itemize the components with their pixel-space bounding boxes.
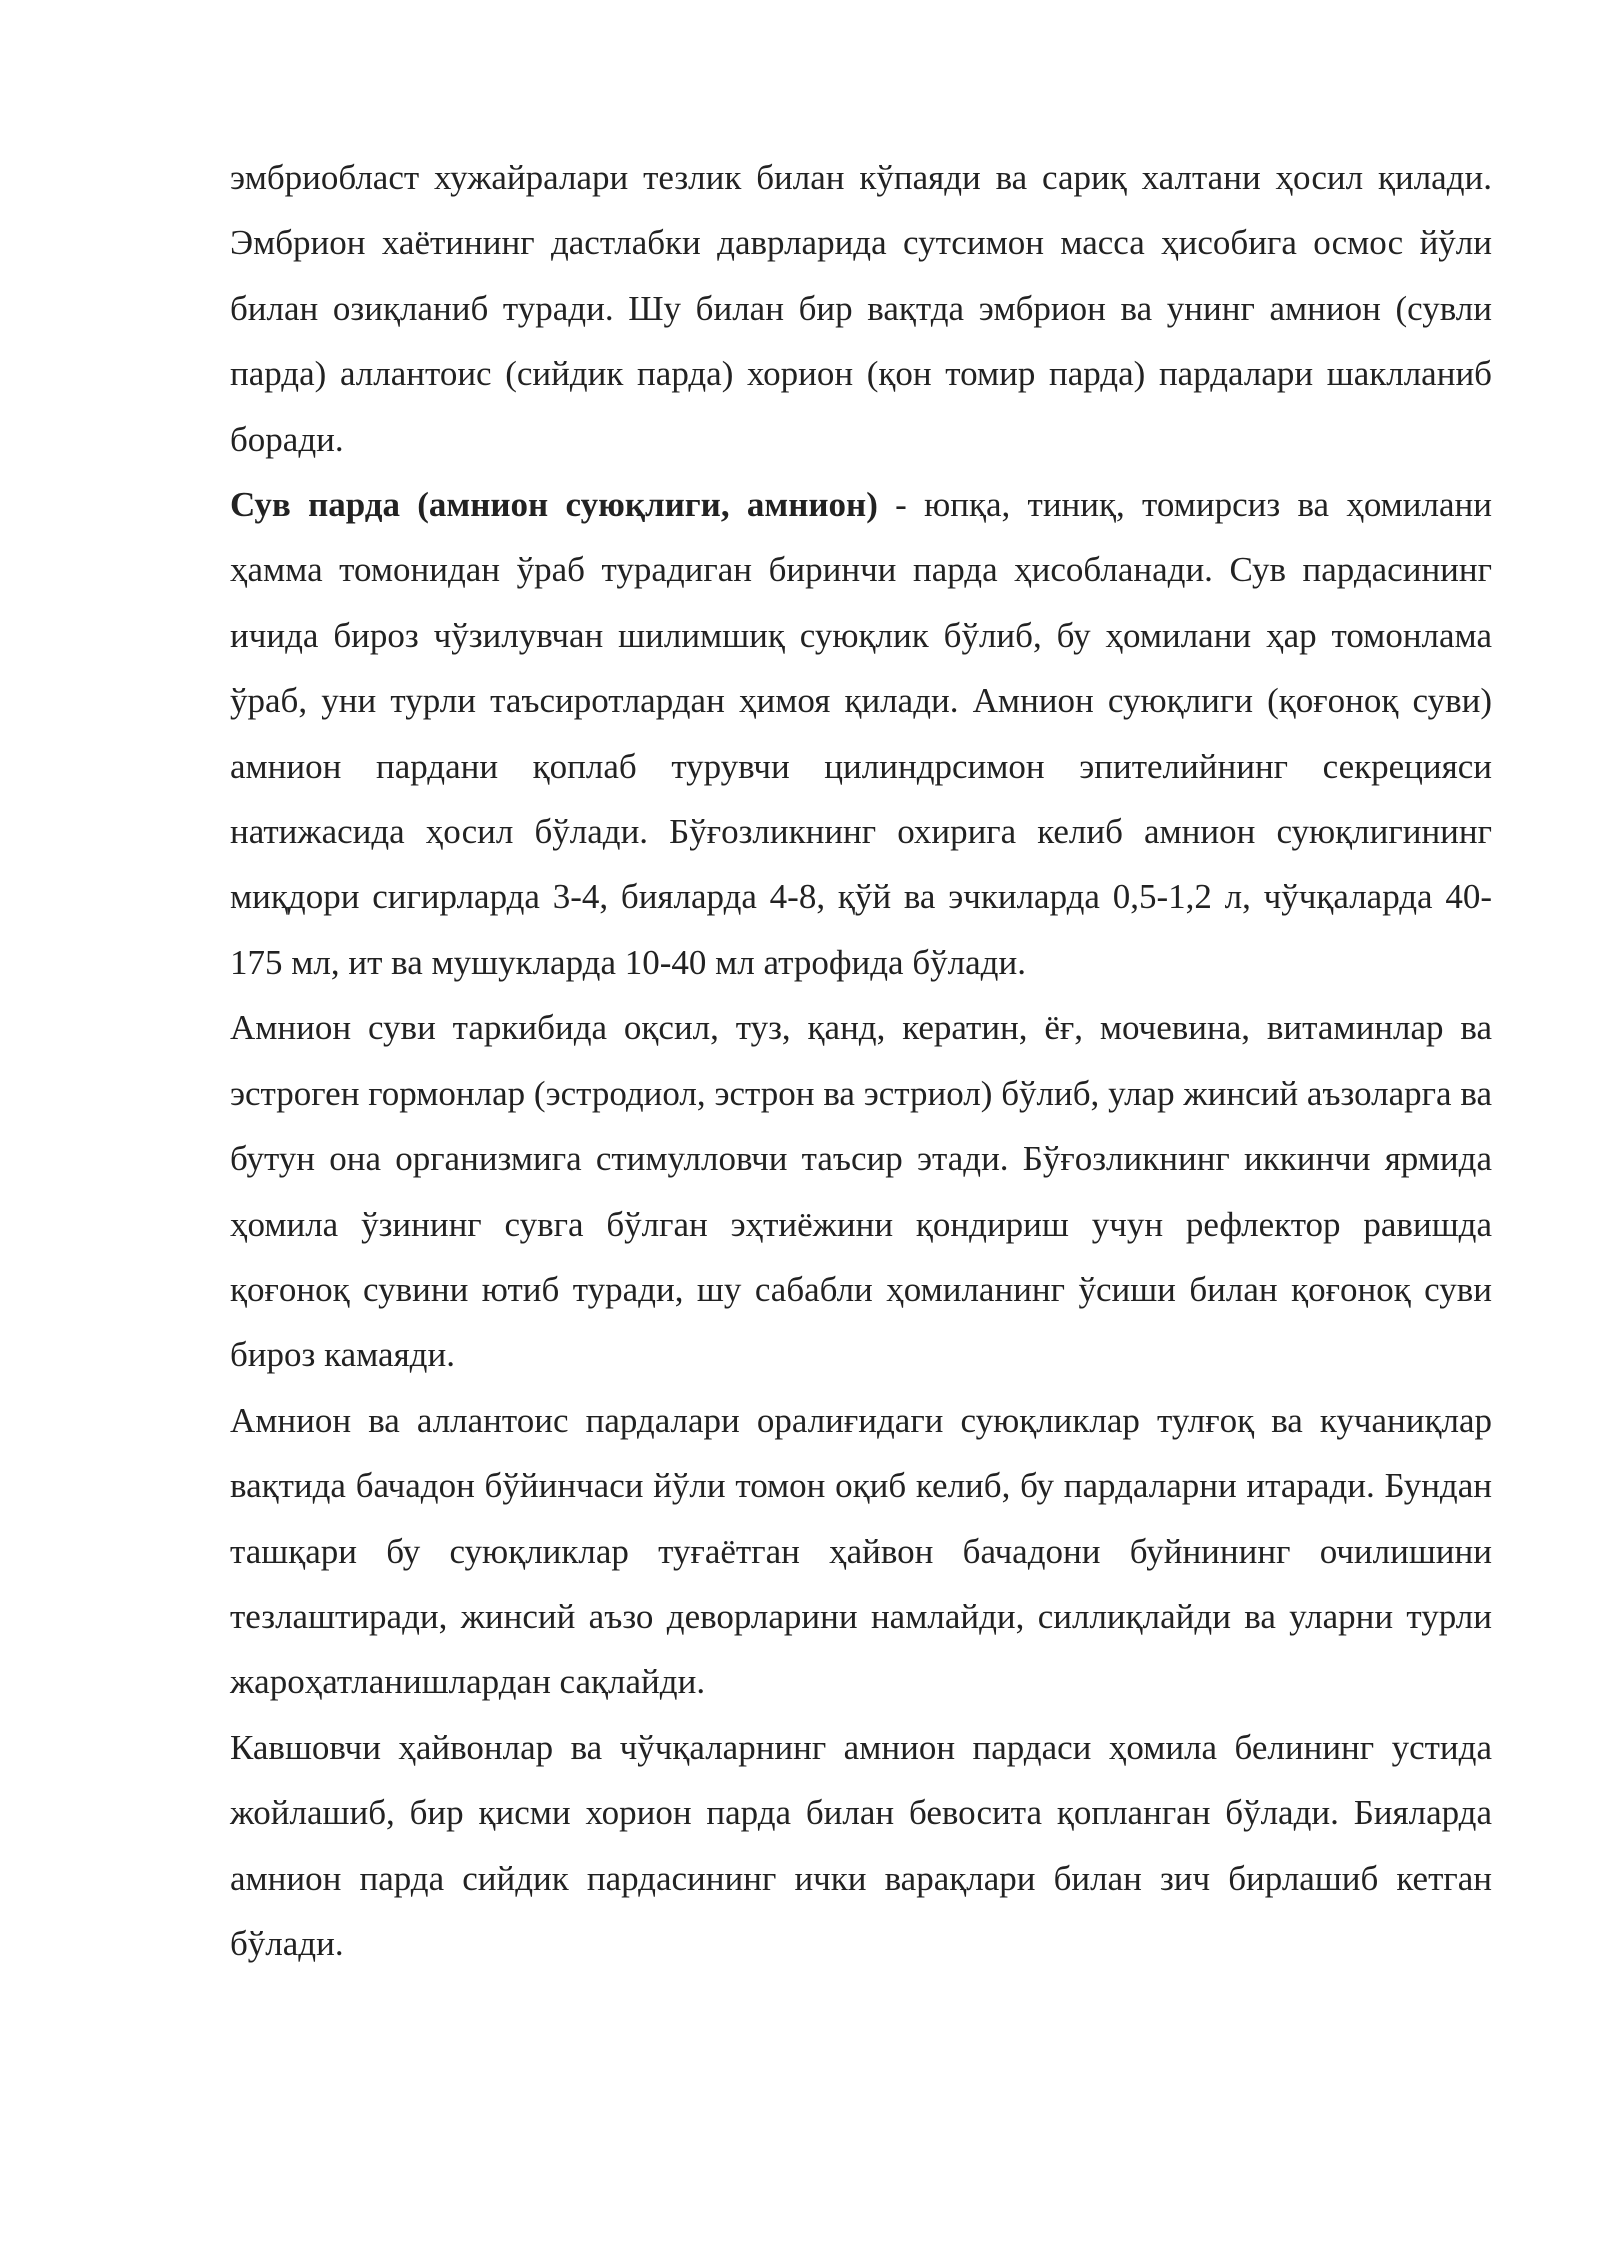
paragraph-amnion-definition [230, 472, 1492, 995]
paragraph-amnion-composition [230, 995, 1492, 1387]
paragraph-fluid-function [230, 1388, 1492, 1715]
paragraph-text: - юпқа, тиниқ, томирсиз ва ҳомилани ҳамма томонидан ўраб турадиган биринчи парда ҳисобланади. Сув пардасининг ичида бироз чўзилувчан шилимшиқ суюқлик бўлиб, бу ҳомилани ҳар томонлама ўраб, уни турли таъсиротлардан ҳимоя қилади. Амнион суюқлиги (қоғоноқ суви) амнион пардани қоплаб турувчи цилиндрсимон эпителийнинг секрецияси натижасида ҳосил бўлади. Бўғозликнинг охирига келиб амнион суюқлигининг миқдори сигирларда 3-4, бияларда 4-8, қўй ва эчкиларда 0,5-1,2 л, чўчқаларда 40-175 мл, ит ва мушукларда 10-40 мл атрофида бўлади. [230, 485, 1492, 982]
paragraph-text: Амнион ва аллантоис пардалари оралиғидаги суюқликлар тулғоқ ва кучаниқлар вақтида бачадон бўйинчаси йўли томон оқиб келиб, бу пардаларни итаради. Бундан ташқари бу суюқликлар туғаётган ҳайвон бачадони буйнининг очилишини тезлаштиради, жинсий аъзо деворларини намлайди, силлиқлайди ва уларни турли жароҳатланишлардан сақлайди. [230, 1400, 1492, 1702]
paragraph-text: Амнион суви таркибида оқсил, туз, қанд, кератин, ёғ, мочевина, витаминлар ва эстроген гормонлар (эстродиол, эстрон ва эстриол) бўлиб, улар жинсий аъзоларга ва бутун она организмига стимулловчи таъсир этади. Бўғозликнинг иккинчи ярмида ҳомила ўзининг сувга бўлган эҳтиёжини қондириш учун рефлектор равишда қоғоноқ сувини ютиб туради, шу сабабли ҳомиланинг ўсиши билан қоғоноқ суви бироз камаяди. [230, 1008, 1492, 1375]
paragraph-text: эмбриобласт хужайралари тезлик билан кўпаяди ва сариқ халтани ҳосил қилади. Эмбрион хаётининг дастлабки даврларида сутсимон масса ҳисобига осмос йўли билан озиқланиб туради. Шу билан бир вақтда эмбрион ва унинг амнион (сувли парда) аллантоис (сийдик парда) хорион (қон томир парда) пардалари шаклланиб боради. [230, 158, 1492, 459]
paragraph-embryo-development [230, 145, 1492, 472]
paragraph-species-differences [230, 1715, 1492, 1977]
document-body [230, 145, 1492, 1976]
paragraph-term: Сув парда (амнион суюқлиги, амнион) [230, 485, 878, 525]
paragraph-text: Кавшовчи ҳайвонлар ва чўчқаларнинг амнион пардаси ҳомила белининг устида жойлашиб, бир қисми хорион парда билан бевосита қопланган бўлади. Бияларда амнион парда сийдик пардасининг ички варақлари билан зич бирлашиб кетган бўлади. [230, 1727, 1492, 1963]
